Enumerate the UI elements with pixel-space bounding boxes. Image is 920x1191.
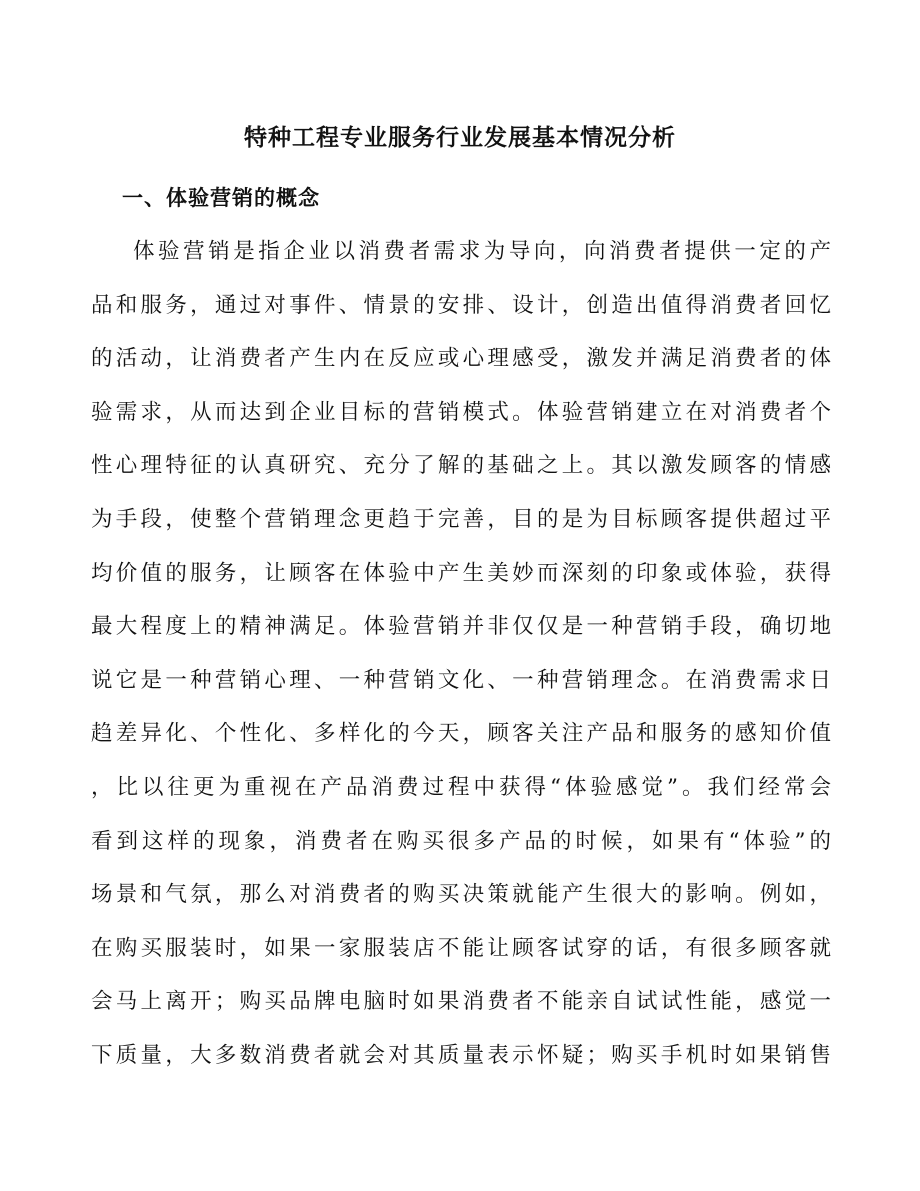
paragraph-line: 验需求，从而达到企业目标的营销模式。体验营销建立在对消费者个 [91, 399, 831, 425]
paragraph-line: ，比以往更为重视在产品消费过程中获得“体验感觉”。我们经常会 [91, 774, 831, 800]
paragraph-line: 看到这样的现象，消费者在购买很多产品的时候，如果有“体验”的 [91, 828, 831, 854]
document-title: 特种工程专业服务行业发展基本情况分析 [244, 125, 676, 151]
paragraph-line: 会马上离开；购买品牌电脑时如果消费者不能亲自试试性能，感觉一 [91, 989, 831, 1015]
paragraph-line: 说它是一种营销心理、一种营销文化、一种营销理念。在消费需求日 [91, 667, 831, 693]
paragraph-line: 最大程度上的精神满足。体验营销并非仅仅是一种营销手段，确切地 [91, 614, 831, 640]
paragraph-line: 场景和气氛，那么对消费者的购买决策就能产生很大的影响。例如， [91, 882, 831, 908]
paragraph-line: 为手段，使整个营销理念更趋于完善，目的是为目标顾客提供超过平 [91, 506, 831, 532]
section-heading: 一、体验营销的概念 [122, 186, 320, 210]
paragraph-line: 下质量，大多数消费者就会对其质量表示怀疑；购买手机时如果销售 [91, 1042, 831, 1068]
paragraph-line: 的活动，让消费者产生内在反应或心理感受，激发并满足消费者的体 [91, 346, 831, 372]
paragraph-line: 均价值的服务，让顾客在体验中产生美妙而深刻的印象或体验，获得 [91, 560, 831, 586]
paragraph-line: 体验营销是指企业以消费者需求为导向，向消费者提供一定的产 [133, 239, 831, 264]
body-paragraph [91, 225, 831, 1083]
paragraph-line: 趋差异化、个性化、多样化的今天，顾客关注产品和服务的感知价值 [91, 721, 831, 747]
paragraph-line: 性心理特征的认真研究、充分了解的基础之上。其以激发顾客的情感 [91, 453, 831, 479]
paragraph-line: 品和服务，通过对事件、情景的安排、设计，创造出值得消费者回忆 [91, 292, 831, 318]
paragraph-line: 在购买服装时，如果一家服装店不能让顾客试穿的话，有很多顾客就 [91, 935, 831, 961]
